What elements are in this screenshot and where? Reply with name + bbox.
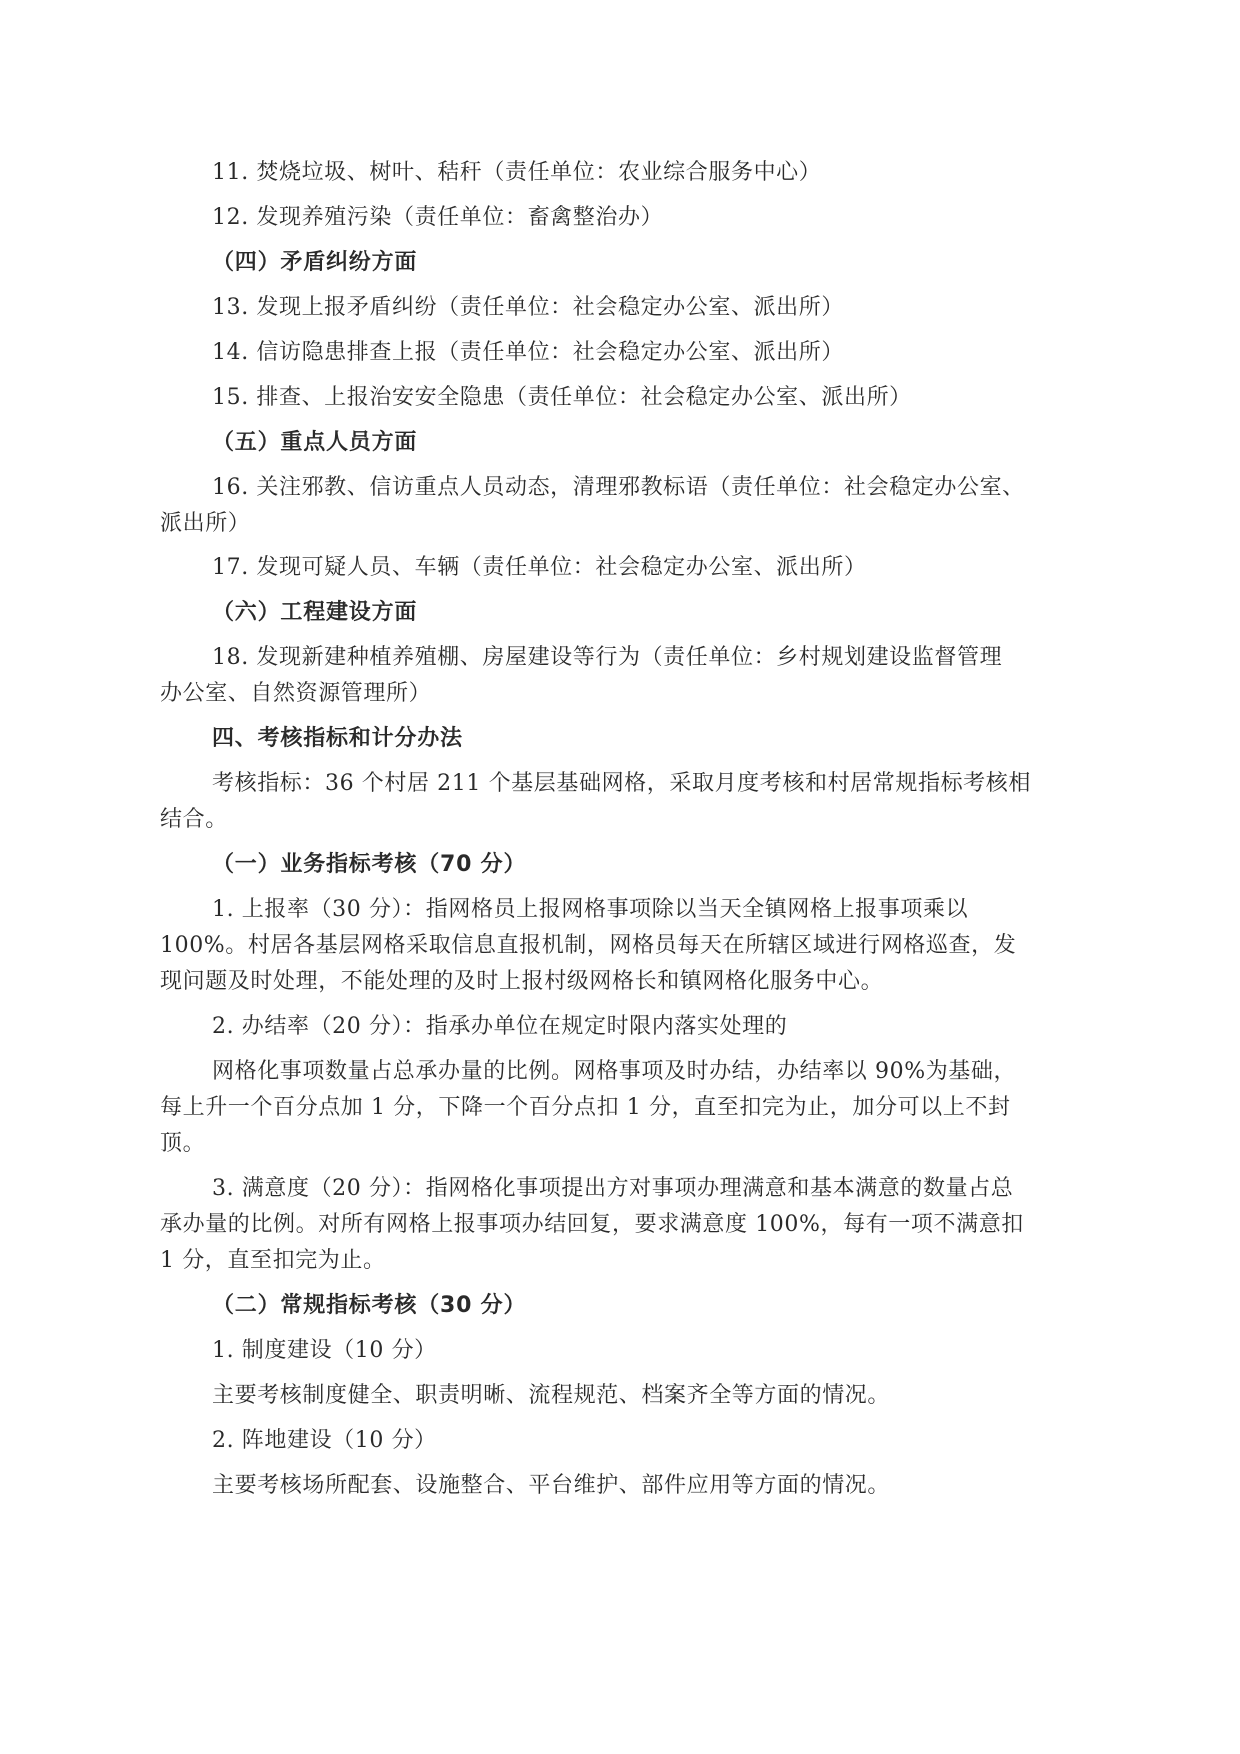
report-rate-line-3: 现问题及时处理，不能处理的及时上报村级网格长和镇网格化服务中心。 [160,969,884,994]
completion-rate-line-1: 2. 办结率（20 分）：指承办单位在规定时限内落实处理的 [212,1014,788,1039]
system-construction-detail: 主要考核制度健全、职责明晰、流程规范、档案齐全等方面的情况。 [212,1383,891,1408]
item-17: 17. 发现可疑人员、车辆（责任单位：社会稳定办公室、派出所） [212,555,867,580]
satisfaction-line-3: 1 分，直至扣完为止。 [160,1248,386,1273]
position-construction: 2. 阵地建设（10 分） [212,1428,437,1453]
report-rate-line-2: 100%。村居各基层网格采取信息直报机制，网格员每天在所辖区域进行网格巡查，发 [160,933,1017,958]
item-11: 11. 焚烧垃圾、树叶、秸秆（责任单位：农业综合服务中心） [212,160,822,185]
completion-rate-line-4: 顶。 [160,1131,206,1156]
heading-construction: （六）工程建设方面 [212,600,418,625]
assessment-paragraph: 考核指标：36 个村居 211 个基层基础网格，采取月度考核和村居常规指标考核相 [212,771,1031,796]
satisfaction-line-1: 3. 满意度（20 分）：指网格化事项提出方对事项办理满意和基本满意的数量占总 [212,1176,1014,1201]
system-construction: 1. 制度建设（10 分） [212,1338,437,1363]
completion-rate-line-3: 每上升一个百分点加 1 分，下降一个百分点扣 1 分，直至扣完为止，加分可以上不封 [160,1095,1011,1120]
heading-key-persons: （五）重点人员方面 [212,430,418,455]
item-14: 14. 信访隐患排查上报（责任单位：社会稳定办公室、派出所） [212,340,844,365]
report-rate-line-1: 1. 上报率（30 分）：指网格员上报网格事项除以当天全镇网格上报事项乘以 [212,897,969,922]
position-construction-detail: 主要考核场所配套、设施整合、平台维护、部件应用等方面的情况。 [212,1473,891,1498]
item-12: 12. 发现养殖污染（责任单位：畜禽整治办） [212,205,664,230]
satisfaction-line-2: 承办量的比例。对所有网格上报事项办结回复，要求满意度 100%，每有一项不满意扣 [160,1212,1024,1237]
item-18-continued: 办公室、自然资源管理所） [160,681,432,706]
item-16: 16. 关注邪教、信访重点人员动态，清理邪教标语（责任单位：社会稳定办公室、 [212,475,1025,500]
item-16-continued: 派出所） [160,511,251,536]
completion-rate-line-2: 网格化事项数量占总承办量的比例。网格事项及时办结，办结率以 90%为基础， [212,1059,1017,1084]
section-heading-assessment: 四、考核指标和计分办法 [212,726,463,751]
heading-disputes: （四）矛盾纠纷方面 [212,250,418,275]
heading-business-indicators: （一）业务指标考核（70 分） [212,852,527,877]
item-18: 18. 发现新建种植养殖棚、房屋建设等行为（责任单位：乡村规划建设监督管理 [212,645,1003,670]
item-13: 13. 发现上报矛盾纠纷（责任单位：社会稳定办公室、派出所） [212,295,844,320]
item-15: 15. 排查、上报治安安全隐患（责任单位：社会稳定办公室、派出所） [212,385,912,410]
heading-regular-indicators: （二）常规指标考核（30 分） [212,1293,527,1318]
assessment-paragraph-continued: 结合。 [160,807,228,832]
